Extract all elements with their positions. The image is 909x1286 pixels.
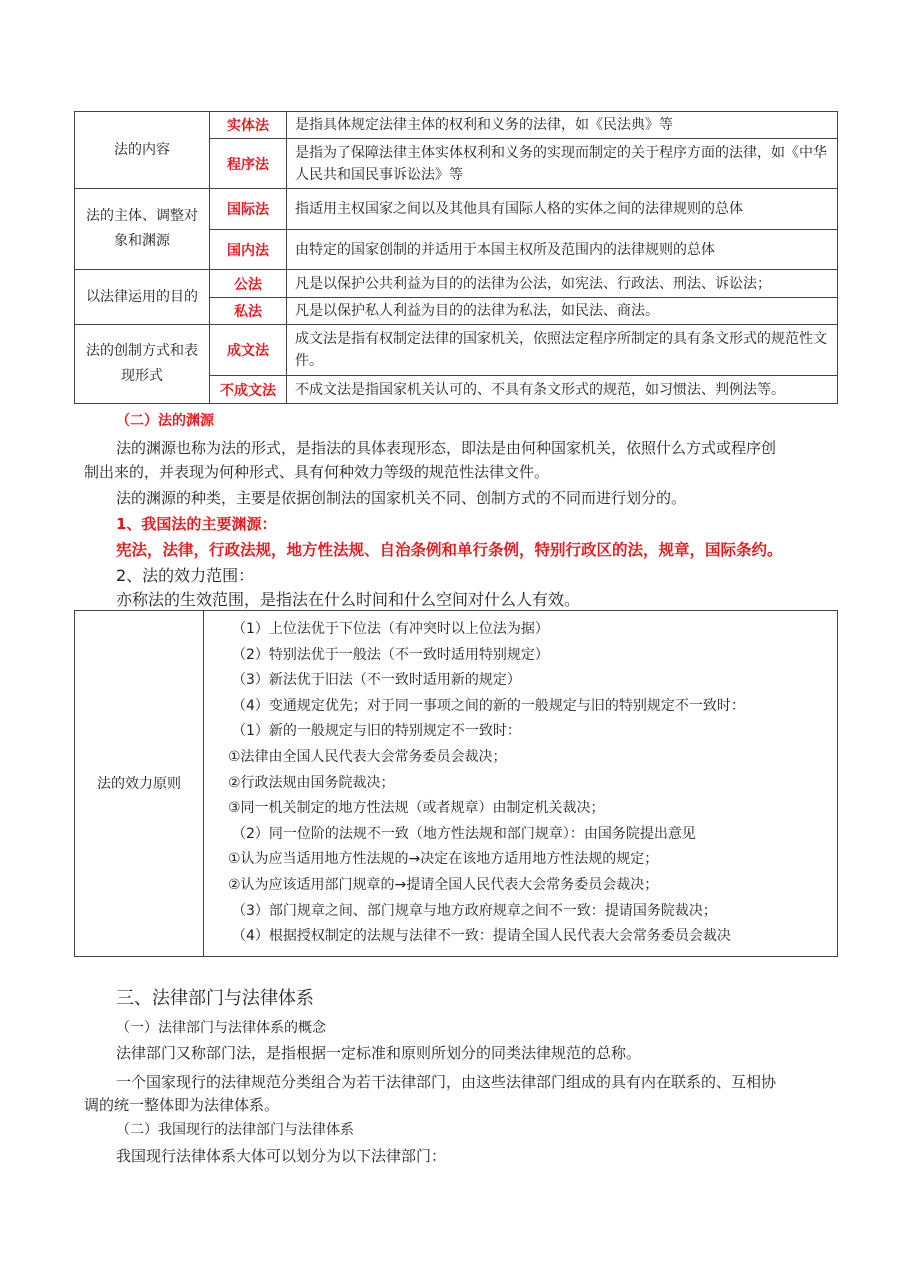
section-three-paragraph: 法律部门又称部门法，是指根据一定标准和原则所划分的同类法律规范的总称。 (116, 1044, 642, 1062)
list-item: （1）新的一般规定与旧的特别规定不一致时： (232, 723, 521, 740)
sources-types-paragraph: 法的渊源的种类，主要是依据创制法的国家机关不同、创制方式的不同而进行划分的。 (116, 489, 687, 507)
list-item: ②认为应该适用部门规章的→提请全国人民代表大会常务委员会裁决； (228, 876, 659, 893)
definition-cell: 是指具体规定法律主体的权利和义务的法律，如《民法典》等 (287, 112, 838, 139)
law-classification-table (74, 111, 838, 404)
term-cell: 不成文法 (210, 376, 287, 404)
term-cell: 公法 (210, 270, 287, 298)
subsection-heading: （二）我国现行的法律部门与法律体系 (116, 1122, 354, 1138)
sources-paragraph-line: 制出来的，并表现为何种形式、具有何种效力等级的规范性法律文件。 (84, 463, 550, 481)
category-cell: 以法律运用的目的 (75, 270, 210, 325)
section-three-heading: 三、法律部门与法律体系 (116, 988, 314, 1009)
term-cell: 程序法 (210, 139, 287, 189)
list-item: （3）部门规章之间、部门规章与地方政府规章之间不一致：提请国务院裁决； (232, 902, 717, 919)
definition-cell: 凡是以保护私人利益为目的的法律为私法，如民法、商法。 (287, 298, 838, 325)
effect-principles-table (74, 610, 838, 957)
definition-cell: 是指为了保障法律主体实体权利和义务的实现而制定的关于程序方面的法律，如《中华人民共和国民事诉讼法》等 (287, 139, 838, 189)
sources-paragraph-line: 法的渊源也称为法的形式，是指法的具体表现形态，即法是由何种国家机关，依照什么方式或程序创 (116, 439, 777, 457)
section-three-paragraph: 调的统一整体即为法律体系。 (84, 1096, 280, 1114)
list-item: ①法律由全国人民代表大会常务委员会裁决； (228, 748, 507, 765)
effect-principles-list (204, 611, 838, 957)
list-item: ③同一机关制定的地方性法规（或者规章）由制定机关裁决； (228, 800, 605, 817)
definition-cell: 不成文法是指国家机关认可的、不具有条文形式的规范，如习惯法、判例法等。 (287, 376, 838, 404)
effect-range-definition: 亦称法的生效范围，是指法在什么时间和什么空间对什么人有效。 (116, 590, 581, 609)
effect-principles-label: 法的效力原则 (75, 611, 204, 957)
definition-cell: 指适用主权国家之间以及其他具有国际人格的实体之间的法律规则的总体 (287, 189, 838, 230)
definition-cell: 由特定的国家创制的并适用于本国主权所及范围内的法律规则的总体 (287, 230, 838, 270)
term-cell: 成文法 (210, 325, 287, 376)
list-item: （4）根据授权制定的法规与法律不一致：提请全国人民代表大会常务委员会裁决 (232, 928, 731, 945)
category-cell: 法的内容 (75, 112, 210, 189)
definition-cell: 成文法是指有权制定法律的国家机关，依照法定程序所制定的具有条文形式的规范性文件。 (287, 325, 838, 376)
section-three-paragraph: 我国现行法律体系大体可以划分为以下法律部门： (116, 1147, 447, 1165)
list-item: （1）上位法优于下位法（有冲突时以上位法为据） (232, 621, 549, 637)
term-cell: 国内法 (210, 230, 287, 270)
main-sources-heading: 1、我国法的主要渊源： (116, 515, 277, 533)
list-item: ①认为应当适用地方性法规的→决定在该地方适用地方性法规的规定； (228, 851, 659, 868)
category-cell: 法的创制方式和表现形式 (75, 325, 210, 404)
sources-heading: （二）法的渊源 (116, 413, 214, 429)
main-sources-list: 宪法，法律，行政法规，地方性法规、自治条例和单行条例，特别行政区的法，规章，国际条约。 (116, 541, 783, 559)
definition-cell: 凡是以保护公共利益为目的的法律为公法，如宪法、行政法、刑法、诉讼法； (287, 270, 838, 298)
term-cell: 国际法 (210, 189, 287, 230)
list-item: ②行政法规由国务院裁决； (228, 774, 395, 791)
subsection-heading: （一）法律部门与法律体系的概念 (116, 1020, 326, 1036)
list-item: （3）新法优于旧法（不一致时适用新的规定） (232, 672, 521, 689)
term-cell: 实体法 (210, 112, 287, 139)
list-item: （4）变通规定优先；对于同一事项之间的新的一般规定与旧的特别规定不一致时： (232, 697, 745, 714)
category-cell: 法的主体、调整对象和渊源 (75, 189, 210, 270)
list-item: （2）特别法优于一般法（不一致时适用特别规定） (232, 646, 549, 663)
term-cell: 私法 (210, 298, 287, 325)
section-three-paragraph: 一个国家现行的法律规范分类组合为若干法律部门，由这些法律部门组成的具有内在联系的、互相协 (116, 1073, 777, 1091)
list-item: （2）同一位阶的法规不一致（地方性法规和部门规章）：由国务院提出意见 (232, 825, 696, 842)
effect-range-heading: 2、法的效力范围： (116, 566, 255, 585)
